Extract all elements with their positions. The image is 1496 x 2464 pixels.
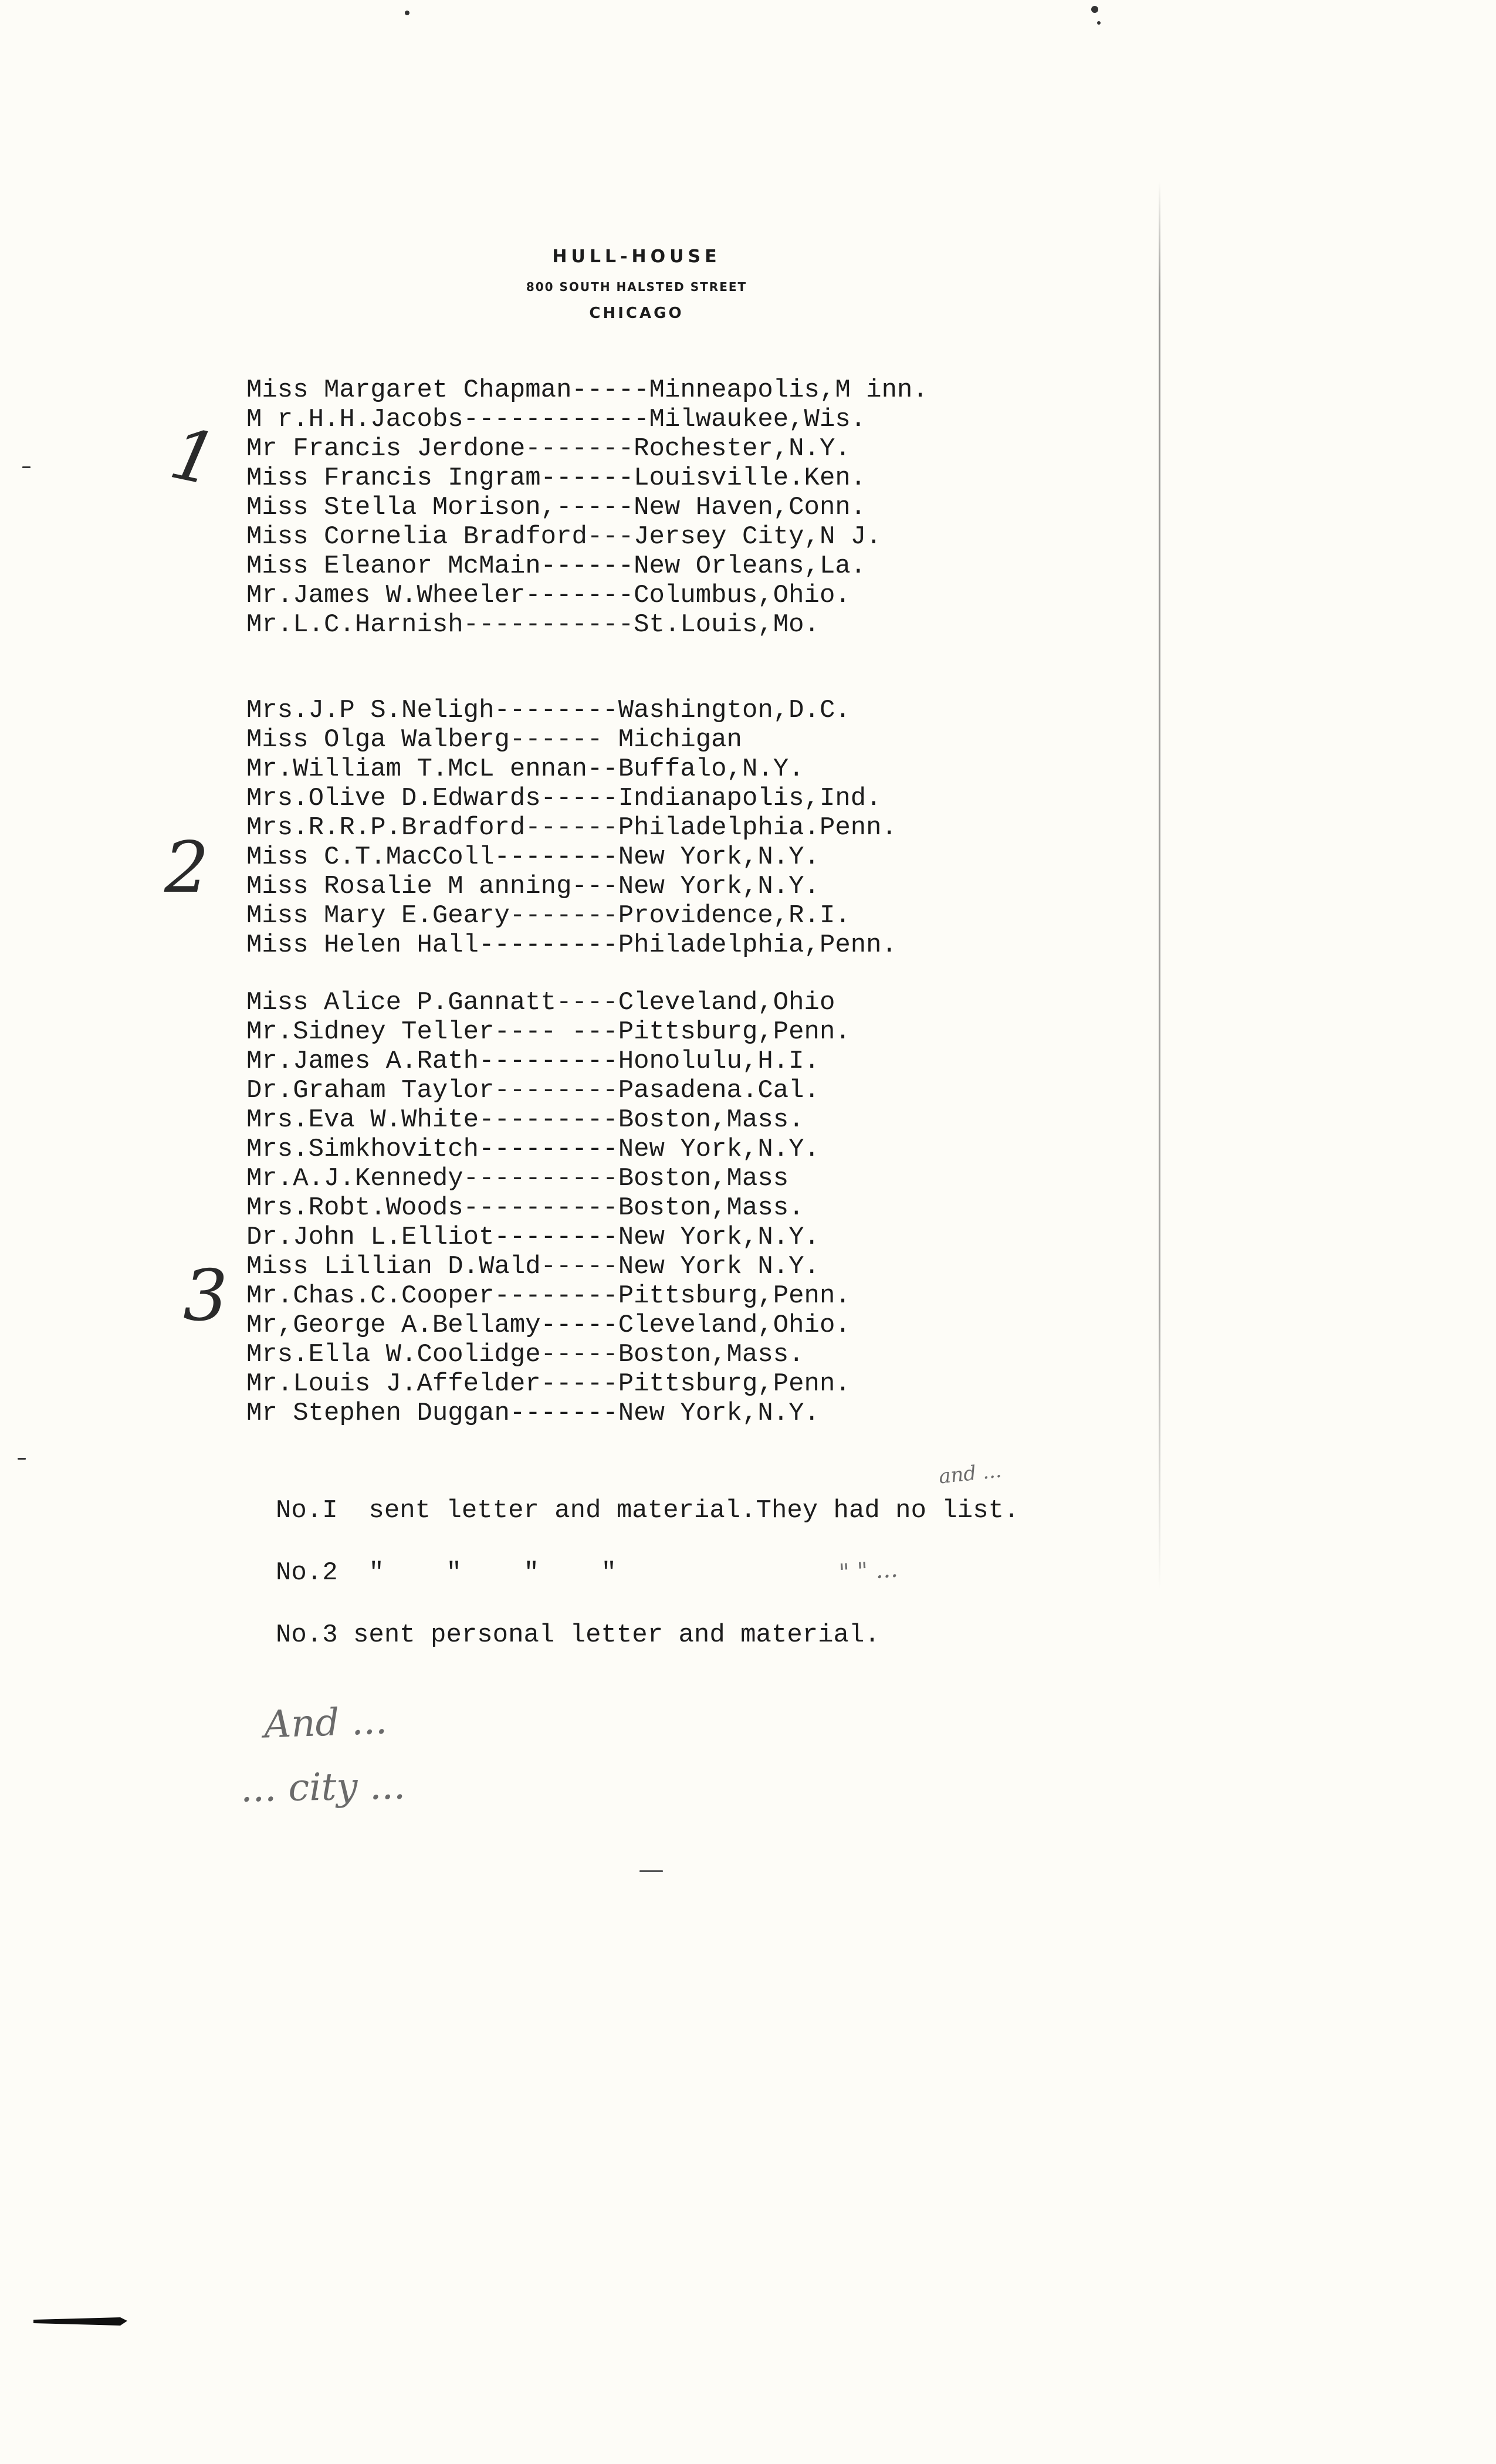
list-item: Dr.Graham Taylor--------Pasadena.Cal. (246, 1076, 820, 1105)
margin-number-1: 1 (163, 412, 225, 502)
scan-speck (18, 1458, 26, 1460)
list-item: Mrs.Olive D.Edwards-----Indianapolis,Ind. (246, 784, 882, 813)
group-3 (246, 988, 1162, 1428)
list-item: Mr.Sidney Teller---- ---Pittsburg,Penn. (246, 1017, 851, 1047)
list-item: Mr,George A.Bellamy-----Cleveland,Ohio. (246, 1311, 851, 1340)
list-item: Mr.L.C.Harnish-----------St.Louis,Mo. (246, 610, 820, 639)
list-item: Miss Rosalie M anning---New York,N.Y. (246, 872, 820, 901)
list-item: Mr.Louis J.Affelder-----Pittsburg,Penn. (246, 1369, 851, 1399)
list-item: Miss C.T.MacColl--------New York,N.Y. (246, 842, 820, 872)
note-line-3: No.3 sent personal letter and material. (276, 1620, 880, 1650)
list-item: Mr Francis Jerdone-------Rochester,N.Y. (246, 434, 851, 463)
handwritten-note-line-2: ... city ... (240, 1764, 406, 1811)
list-item: Mrs.Ella W.Coolidge-----Boston,Mass. (246, 1340, 804, 1369)
group-1 (246, 375, 1162, 639)
letterhead (0, 246, 1273, 322)
list-item: Miss Margaret Chapman-----Minneapolis,M inn. (246, 375, 928, 405)
list-item: Miss Francis Ingram------Louisville.Ken. (246, 463, 867, 493)
list-item: Miss Eleanor McMain------New Orleans,La. (246, 551, 867, 581)
list-item: Mr Stephen Duggan-------New York,N.Y. (246, 1399, 820, 1428)
scan-speck (1091, 6, 1098, 13)
scan-edge-mark (32, 2311, 129, 2329)
list-item: Miss Helen Hall---------Philadelphia,Penn. (246, 930, 897, 960)
list-item: Mr.James A.Rath---------Honolulu,H.I. (246, 1047, 820, 1076)
handwritten-note-line-1: And ... (263, 1699, 388, 1747)
list-item: Miss Mary E.Geary-------Providence,R.I. (246, 901, 851, 930)
list-item: Mrs.R.R.P.Bradford------Philadelphia.Penn. (246, 813, 897, 842)
handwritten-insertion: and ... (937, 1458, 1003, 1489)
list-item: Miss Cornelia Bradford---Jersey City,N J. (246, 522, 882, 551)
list-item: Miss Lillian D.Wald-----New York N.Y. (246, 1252, 820, 1281)
list-item: Miss Alice P.Gannatt----Cleveland,Ohio (246, 988, 835, 1017)
margin-number-3: 3 (183, 1255, 228, 1337)
list-item: Miss Stella Morison,-----New Haven,Conn. (246, 493, 867, 522)
letterhead-city: CHICAGO (589, 304, 684, 322)
scan-speck (639, 1870, 663, 1872)
note-line-1: No.I sent letter and material.They had no list. (276, 1496, 1020, 1525)
list-item: Mrs.J.P S.Neligh--------Washington,D.C. (246, 696, 851, 725)
scan-speck (22, 466, 31, 468)
list-item: Mr.William T.McL ennan--Buffalo,N.Y. (246, 754, 804, 784)
list-item: Dr.John L.Elliot--------New York,N.Y. (246, 1223, 820, 1252)
group-2 (246, 696, 1162, 960)
note-line-2: No.2 " " " " (276, 1558, 617, 1588)
handwritten-ditto-marks: " " ... (838, 1555, 899, 1587)
scan-speck (1097, 21, 1101, 25)
roster (246, 375, 1162, 1428)
list-item: M r.H.H.Jacobs------------Milwaukee,Wis. (246, 405, 867, 434)
list-item: Mr.A.J.Kennedy----------Boston,Mass (246, 1164, 789, 1193)
list-item: Miss Olga Walberg------ Michigan (246, 725, 742, 754)
list-item: Mr.James W.Wheeler-------Columbus,Ohio. (246, 581, 851, 610)
letterhead-street: 800 SOUTH HALSTED STREET (526, 280, 747, 294)
list-item: Mrs.Robt.Woods----------Boston,Mass. (246, 1193, 804, 1223)
notes-block (276, 1496, 1214, 1650)
scan-speck (405, 11, 409, 15)
list-item: Mrs.Eva W.White---------Boston,Mass. (246, 1105, 804, 1135)
list-item: Mrs.Simkhovitch---------New York,N.Y. (246, 1135, 820, 1164)
letterhead-name: HULL-HOUSE (552, 246, 721, 267)
list-item: Mr.Chas.C.Cooper--------Pittsburg,Penn. (246, 1281, 851, 1311)
margin-number-2: 2 (164, 827, 209, 909)
